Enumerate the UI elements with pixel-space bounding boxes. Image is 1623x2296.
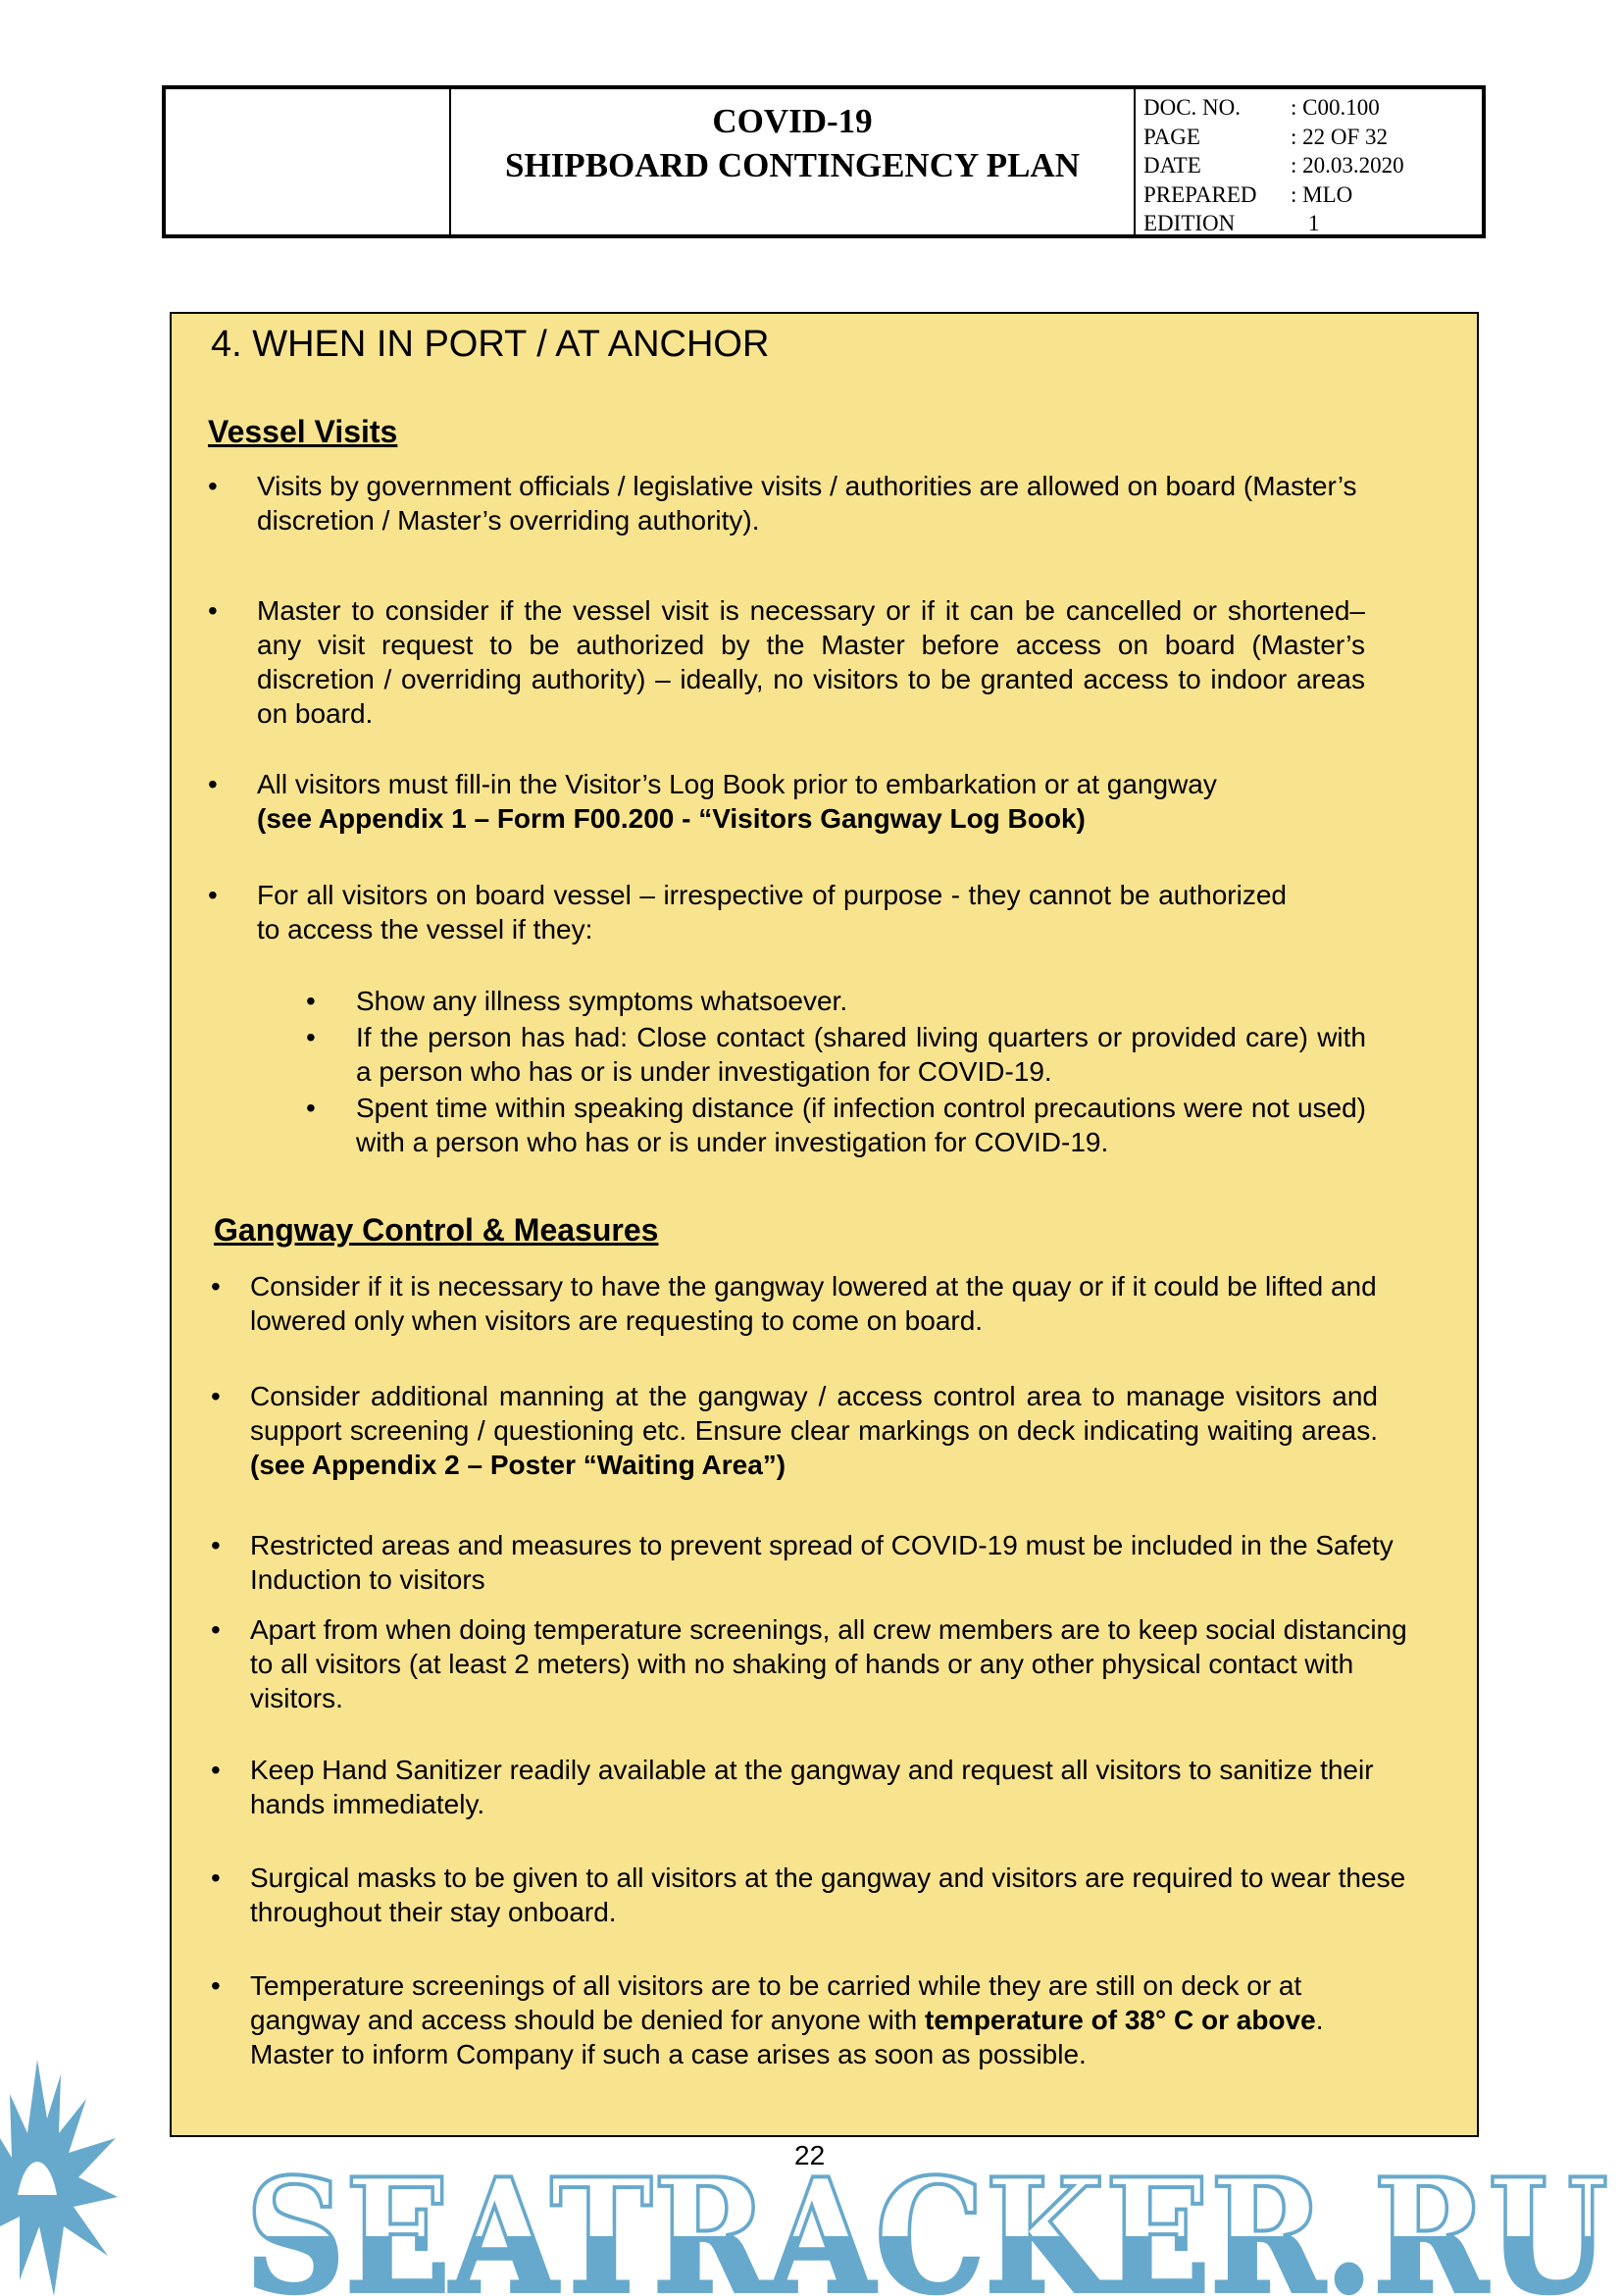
title-line-1: COVID-19 bbox=[712, 102, 873, 140]
meta-row bbox=[1143, 93, 1482, 123]
document-header bbox=[162, 85, 1486, 238]
sub-bullet-icon: • bbox=[306, 986, 316, 1016]
bullet-icon: • bbox=[211, 1271, 221, 1301]
bullet-text: Restricted areas and measures to prevent spread of COVID-19 must be included in the Safety Induction to visitors bbox=[250, 1530, 1394, 1595]
bullet-icon: • bbox=[208, 880, 218, 910]
bullet-text: Master to consider if the vessel visit is necessary or if it can be cancelled or shortened– any visit request to be authorized by the Master before access on board (Master’s discretion / overriding authority) – ideally, no visitors to be granted access to indoor areas on board. bbox=[257, 595, 1365, 729]
bullet-icon: • bbox=[208, 595, 218, 626]
sub-bullet-text: Spent time within speaking distance (if infection control precautions were not used) with a person who has or is under investigation for COVID-19. bbox=[356, 1093, 1366, 1157]
sub-bullet-text: Show any illness symptoms whatsoever. bbox=[356, 986, 848, 1016]
title-line-2: SHIPBOARD CONTINGENCY PLAN bbox=[505, 146, 1080, 184]
meta-key: EDITION bbox=[1143, 211, 1236, 235]
bullet-icon: • bbox=[208, 769, 218, 799]
bullet-icon: • bbox=[211, 1614, 221, 1645]
meta-row bbox=[1143, 180, 1482, 210]
bullet-line: All visitors must fill-in the Visitor’s Log Book prior to embarkation or at gangway bbox=[257, 769, 1217, 799]
meta-value: : 20.03.2020 bbox=[1291, 153, 1404, 178]
sub-bullet-icon: • bbox=[306, 1022, 316, 1052]
section-box bbox=[170, 312, 1479, 2137]
meta-key: DATE bbox=[1143, 153, 1201, 178]
bullet-icon: • bbox=[211, 1530, 221, 1560]
header-title bbox=[451, 89, 1136, 234]
appendix-reference: (see Appendix 1 – Form F00.200 - “Visitors Gangway Log Book) bbox=[257, 803, 1086, 834]
bullet-text bbox=[250, 1379, 1378, 1482]
appendix-reference: (see Appendix 2 – Poster “Waiting Area”) bbox=[250, 1450, 786, 1480]
meta-key: PAGE bbox=[1143, 124, 1200, 149]
meta-row bbox=[1143, 123, 1482, 152]
bullet-text: Apart from when doing temperature screenings, all crew members are to keep social distancing to all visitors (at least 2 meters) with no shaking of hands or any other physical contact with visitors. bbox=[250, 1614, 1407, 1713]
bullet-text: Surgical masks to be given to all visitors at the gangway and visitors are required to wear these throughout their stay onboard. bbox=[250, 1862, 1406, 1927]
bullet-text bbox=[257, 767, 1385, 836]
bullet-icon: • bbox=[211, 1755, 221, 1785]
meta-row bbox=[1143, 209, 1482, 238]
bullet-text: Keep Hand Sanitizer readily available at the gangway and request all visitors to sanitize their hands immediately. bbox=[250, 1755, 1374, 1819]
bullet-icon: • bbox=[208, 471, 218, 501]
meta-value: : C00.100 bbox=[1291, 95, 1380, 120]
logo-cell bbox=[166, 89, 451, 234]
meta-value: : 22 OF 32 bbox=[1291, 124, 1389, 149]
bullet-icon: • bbox=[211, 1381, 221, 1411]
meta-key: PREPARED bbox=[1143, 181, 1257, 207]
vessel-visits-heading: Vessel Visits bbox=[208, 414, 398, 449]
bullet-text: Visits by government officials / legislative visits / authorities are allowed on board (Master’s discretion / Master’s overriding authority). bbox=[257, 471, 1357, 536]
bullet-line: . Master to inform Company if such a case arises as soon as possible. bbox=[250, 2005, 1324, 2069]
sun-logo-icon bbox=[0, 2060, 118, 2296]
temperature-threshold: temperature of 38° C or above bbox=[925, 2005, 1316, 2035]
bullet-line: Temperature screenings of all visitors are to be carried while they are still on deck or at gangway and access should be denied for anyone with bbox=[250, 1970, 1302, 2035]
bullet-icon: • bbox=[211, 1862, 221, 1893]
sub-bullet-text: If the person has had: Close contact (shared living quarters or provided care) with a person who has or is under investigation for COVID-19. bbox=[356, 1022, 1366, 1087]
section-title: 4. WHEN IN PORT / AT ANCHOR bbox=[211, 324, 770, 365]
bullet-text: Consider if it is necessary to have the gangway lowered at the quay or if it could be lifted and lowered only when visitors are requesting to come on board. bbox=[250, 1271, 1377, 1336]
bullet-icon: • bbox=[211, 1970, 221, 2001]
gangway-heading: Gangway Control & Measures bbox=[214, 1212, 659, 1248]
meta-value: : MLO bbox=[1291, 181, 1353, 207]
meta-value: 1 bbox=[1308, 211, 1320, 235]
sub-bullet-icon: • bbox=[306, 1093, 316, 1123]
doc-meta bbox=[1136, 89, 1482, 234]
watermark-text: SEATRACKER.RU bbox=[245, 2144, 1608, 2296]
bullet-text bbox=[250, 1968, 1388, 2071]
bullet-line: Consider additional manning at the gangway / access control area to manage visitors and support screening / questioning etc. Ensure clear markings on deck indicating waiting areas. bbox=[250, 1381, 1378, 1446]
meta-row bbox=[1143, 151, 1482, 180]
bullet-text: For all visitors on board vessel – irrespective of purpose - they cannot be authorized to access the vessel if they: bbox=[257, 880, 1287, 944]
meta-key: DOC. NO. bbox=[1143, 95, 1242, 120]
page-number: 22 bbox=[794, 2140, 826, 2170]
